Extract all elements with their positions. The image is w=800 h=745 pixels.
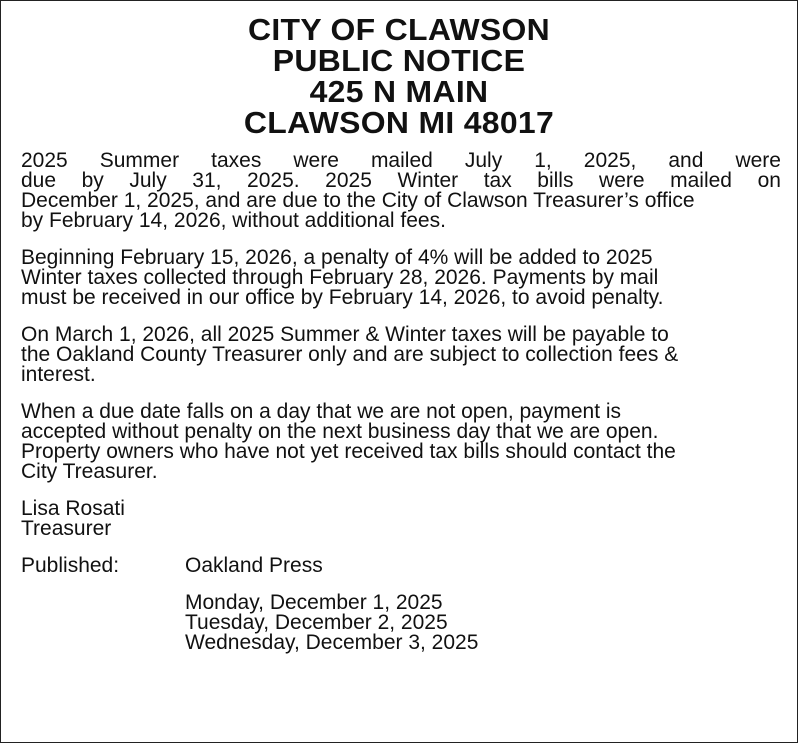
word: were <box>293 149 339 172</box>
text-line: City Treasurer. <box>21 460 158 483</box>
header-city: CITY OF CLAWSON <box>247 12 551 47</box>
paragraph-summer-winter-dates <box>21 151 781 231</box>
word: and <box>668 149 704 172</box>
word: were <box>735 149 781 172</box>
notice-body <box>21 151 781 666</box>
publication-date: Monday, December 1, 2025 <box>185 591 443 614</box>
text-line: When a due date falls on a day that we are not open, payment is <box>21 400 622 423</box>
text-line: interest. <box>21 363 96 386</box>
signer-title: Treasurer <box>21 517 112 540</box>
header-city-zip: CLAWSON MI 48017 <box>243 105 555 140</box>
word: Winter <box>397 169 459 192</box>
signer-name: Lisa Rosati <box>21 497 125 520</box>
header-address: 425 N MAIN <box>309 74 489 109</box>
word: July <box>464 149 503 172</box>
notice-header <box>0 1 800 138</box>
text-line: accepted without penalty on the next business day that we are open. <box>21 420 659 443</box>
word: July <box>129 169 167 192</box>
publication-date: Wednesday, December 3, 2025 <box>185 631 479 654</box>
newspaper-name: Oakland Press <box>185 554 323 577</box>
text-line: December 1, 2025, and are due to the City of Clawson Treasurer’s office <box>21 189 695 212</box>
publication-info <box>21 556 781 666</box>
word: were <box>599 169 645 192</box>
text-line: by February 14, 2026, without additional fees. <box>21 209 446 232</box>
word: by <box>81 169 104 192</box>
word: 2025 <box>325 169 372 192</box>
paragraph-county-treasurer <box>21 325 781 385</box>
text-line <box>21 171 781 191</box>
text-line: Beginning February 15, 2026, a penalty of 4% will be added to 2025 <box>21 246 653 269</box>
word: Summer <box>99 149 180 172</box>
publication-dates <box>185 593 478 653</box>
text-line: On March 1, 2026, all 2025 Summer & Winter taxes will be payable to <box>21 323 669 346</box>
signature-block <box>21 499 781 539</box>
text-line <box>21 151 781 171</box>
publication-date: Tuesday, December 2, 2025 <box>185 611 448 634</box>
word: tax <box>483 169 512 192</box>
paragraph-due-date-policy <box>21 402 781 482</box>
word: taxes <box>211 149 262 172</box>
text-line: Winter taxes collected through February 28, 2026. Payments by mail <box>21 266 659 289</box>
text-line: must be received in our office by February 14, 2026, to avoid penalty. <box>21 286 664 309</box>
text-line: the Oakland County Treasurer only and are subject to collection fees & <box>21 343 679 366</box>
published-label: Published: <box>21 554 120 577</box>
word: mailed <box>670 169 732 192</box>
word: bills <box>537 169 574 192</box>
header-title: PUBLIC NOTICE <box>272 43 526 78</box>
word: 2025, <box>583 149 637 172</box>
text-line: Property owners who have not yet received tax bills should contact the <box>21 440 676 463</box>
word: mailed <box>370 149 433 172</box>
paragraph-penalty <box>21 248 781 308</box>
word: on <box>757 169 781 192</box>
word: due <box>21 169 57 192</box>
word: 2025. <box>247 169 300 192</box>
word: 1, <box>534 149 552 172</box>
word: 31, <box>192 169 222 192</box>
word: 2025 <box>21 149 68 172</box>
